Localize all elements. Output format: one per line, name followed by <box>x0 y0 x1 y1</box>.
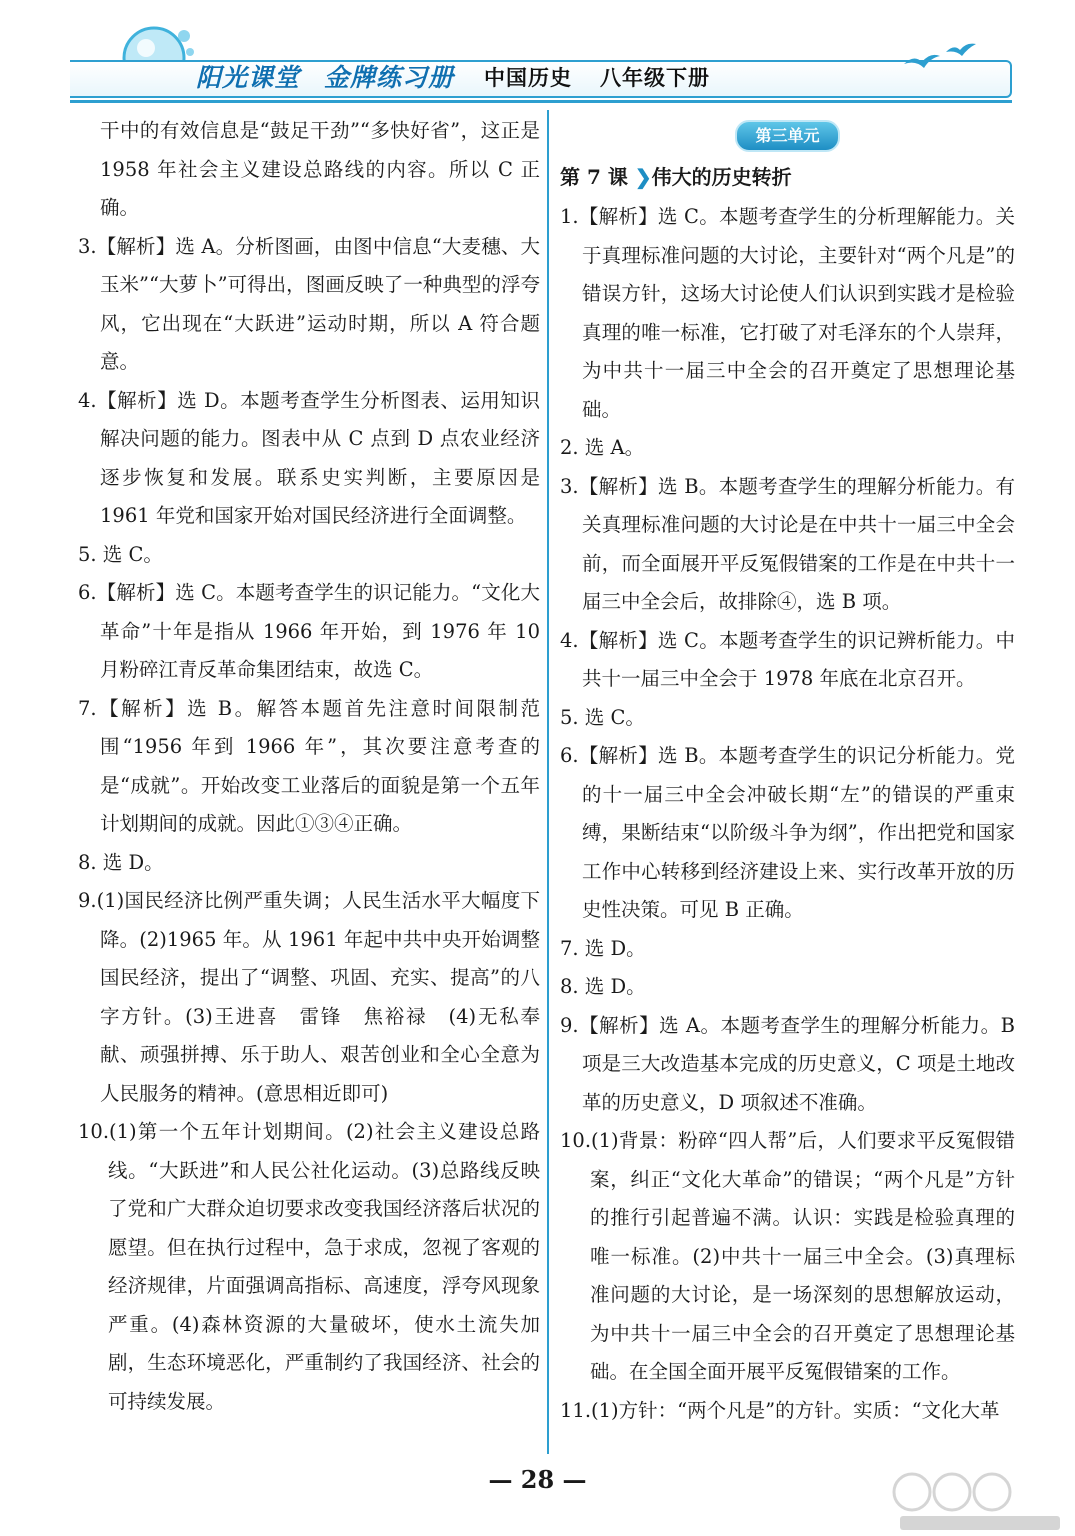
answer-item: 6.【解析】选 B。本题考查学生的识记分析能力。党的十一届三中全会冲破长期“左”的错误的严重束缚，果断结束“以阶级斗争为纲”，作出把党和国家工作中心转移到经济建设上来、实行改革开放的历史性决策。可见 B 正确。 <box>560 744 1015 921</box>
lesson-title: 伟大的历史转折 <box>651 165 792 189</box>
answer-item: 8. 选 D。 <box>560 975 646 998</box>
lesson-heading <box>560 158 1015 196</box>
right-column <box>560 112 1015 1430</box>
left-column <box>78 112 540 1421</box>
birds-icon <box>900 38 980 78</box>
series-subtitle: 金牌练习册 <box>324 63 455 92</box>
grade-label: 八年级下册 <box>600 65 710 90</box>
answer-item: 10.(1)第一个五年计划期间。(2)社会主义建设总路线。“大跃进”和人民公社化运动。(3)总路线反映了党和广大群众迫切要求改变我国经济落后状况的愿望。但在执行过程中，急于求成，忽视了客观的经济规律，片面强调高指标、高速度，浮夸风现象严重。(4)森林资源的大量破坏，使水土流失加剧，生态环境恶化，严重制约了我国经济、社会的可持续发展。 <box>78 1120 540 1413</box>
chevron-right-icon: ❯ <box>634 165 652 189</box>
series-title: 阳光课堂 <box>196 63 301 92</box>
answer-item: 5. 选 C。 <box>560 705 645 729</box>
answer-item: 7.【解析】选 B。解答本题首先注意时间限制范围“1956 年到 1966 年”，其次要注意考查的是“成就”。开始改变工业落后的面貌是第一个五年计划期间的成就。因此①③④正确。 <box>78 696 540 835</box>
answer-item: 9.(1)国民经济比例严重失调；人民生活水平大幅度下降。(2)1965 年。从 1961 年起中共中央开始调整国民经济，提出了“调整、巩固、充实、提高”的八字方针。(3)王进喜 雷锋 焦裕禄 (4)无私奉献、顽强拼搏、乐于助人、艰苦创业和全心全意为人民服务的精神。(意思相近即可) <box>78 889 540 1105</box>
unit-badge: 第三单元 <box>735 120 839 152</box>
answer-item: 1.【解析】选 C。本题考查学生的分析理解能力。关于真理标准问题的大讨论，主要针对“两个凡是”的错误方针，这场大讨论使人们认识到实践才是检验真理的唯一标准，它打破了对毛泽东的个人崇拜，为中共十一届三中全会的召开奠定了思想理论基础。 <box>560 205 1015 421</box>
answer-item: 9.【解析】选 A。本题考查学生的理解分析能力。B 项是三大改造基本完成的历史意义，C 项是土地改革的历史意义，D 项叙述不准确。 <box>560 1013 1015 1114</box>
answer-item: 8. 选 D。 <box>78 850 164 874</box>
lesson-number: 第 7 课 <box>560 165 628 189</box>
answer-item: 6.【解析】选 C。本题考查学生的识记能力。“文化大革命”十年是指从 1966 年开始，到 1976 年 10 月粉碎江青反革命集团结束，故选 C。 <box>78 581 540 681</box>
answer-item: 干中的有效信息是“鼓足干劲”“多快好省”，这正是 1958 年社会主义建设总路线的内容。所以 C 正确。 <box>100 119 540 219</box>
answer-item: 4.【解析】选 D。本题考查学生分析图表、运用知识解决问题的能力。图表中从 C 点到 D 点农业经济逐步恢复和发展。联系史实判断，主要原因是 1961 年党和国家开始对国民经济进行全面调整。 <box>78 388 540 527</box>
answer-item: 7. 选 D。 <box>560 936 646 960</box>
page-number: — 28 — <box>488 1465 587 1494</box>
answer-item: 5. 选 C。 <box>78 542 163 566</box>
answer-item: 10.(1)背景：粉碎“四人帮”后，人们要求平反冤假错案，纠正“文化大革命”的错误；“两个凡是”方针的推行引起普遍不满。认识：实践是检验真理的唯一标准。(2)中共十一届三中全会。(3)真理标准问题的大讨论，是一场深刻的思想解放运动，为中共十一届三中全会的召开奠定了思想理论基础。在全国全面开展平反冤假错案的工作。 <box>560 1129 1015 1383</box>
answer-item: 2. 选 A。 <box>560 436 645 459</box>
page-header <box>0 0 1075 110</box>
answer-item: 11.(1)方针：“两个凡是”的方针。实质：“文化大革 <box>560 1398 1000 1422</box>
header-rule <box>70 100 1012 103</box>
column-divider <box>547 110 549 1454</box>
answer-item: 3.【解析】选 A。分析图画，由图中信息“大麦穗、大玉米”“大萝卜”可得出，图画反映了一种典型的浮夸风，它出现在“大跃进”运动时期，所以 A 符合题意。 <box>78 234 540 373</box>
unit-badge-wrap <box>560 112 1015 152</box>
subject-label: 中国历史 <box>484 65 572 90</box>
answer-list <box>560 198 1015 1430</box>
watermark-logo <box>890 1468 1070 1534</box>
answer-item: 3.【解析】选 B。本题考查学生的理解分析能力。有关真理标准问题的大讨论是在中共十一届三中全会前，而全面展开平反冤假错案的工作是在中共十一届三中全会后，故排除④，选 B 项。 <box>560 474 1015 613</box>
answer-item: 4.【解析】选 C。本题考查学生的识记辨析能力。中共十一届三中全会于 1978 年底在北京召开。 <box>560 628 1015 690</box>
